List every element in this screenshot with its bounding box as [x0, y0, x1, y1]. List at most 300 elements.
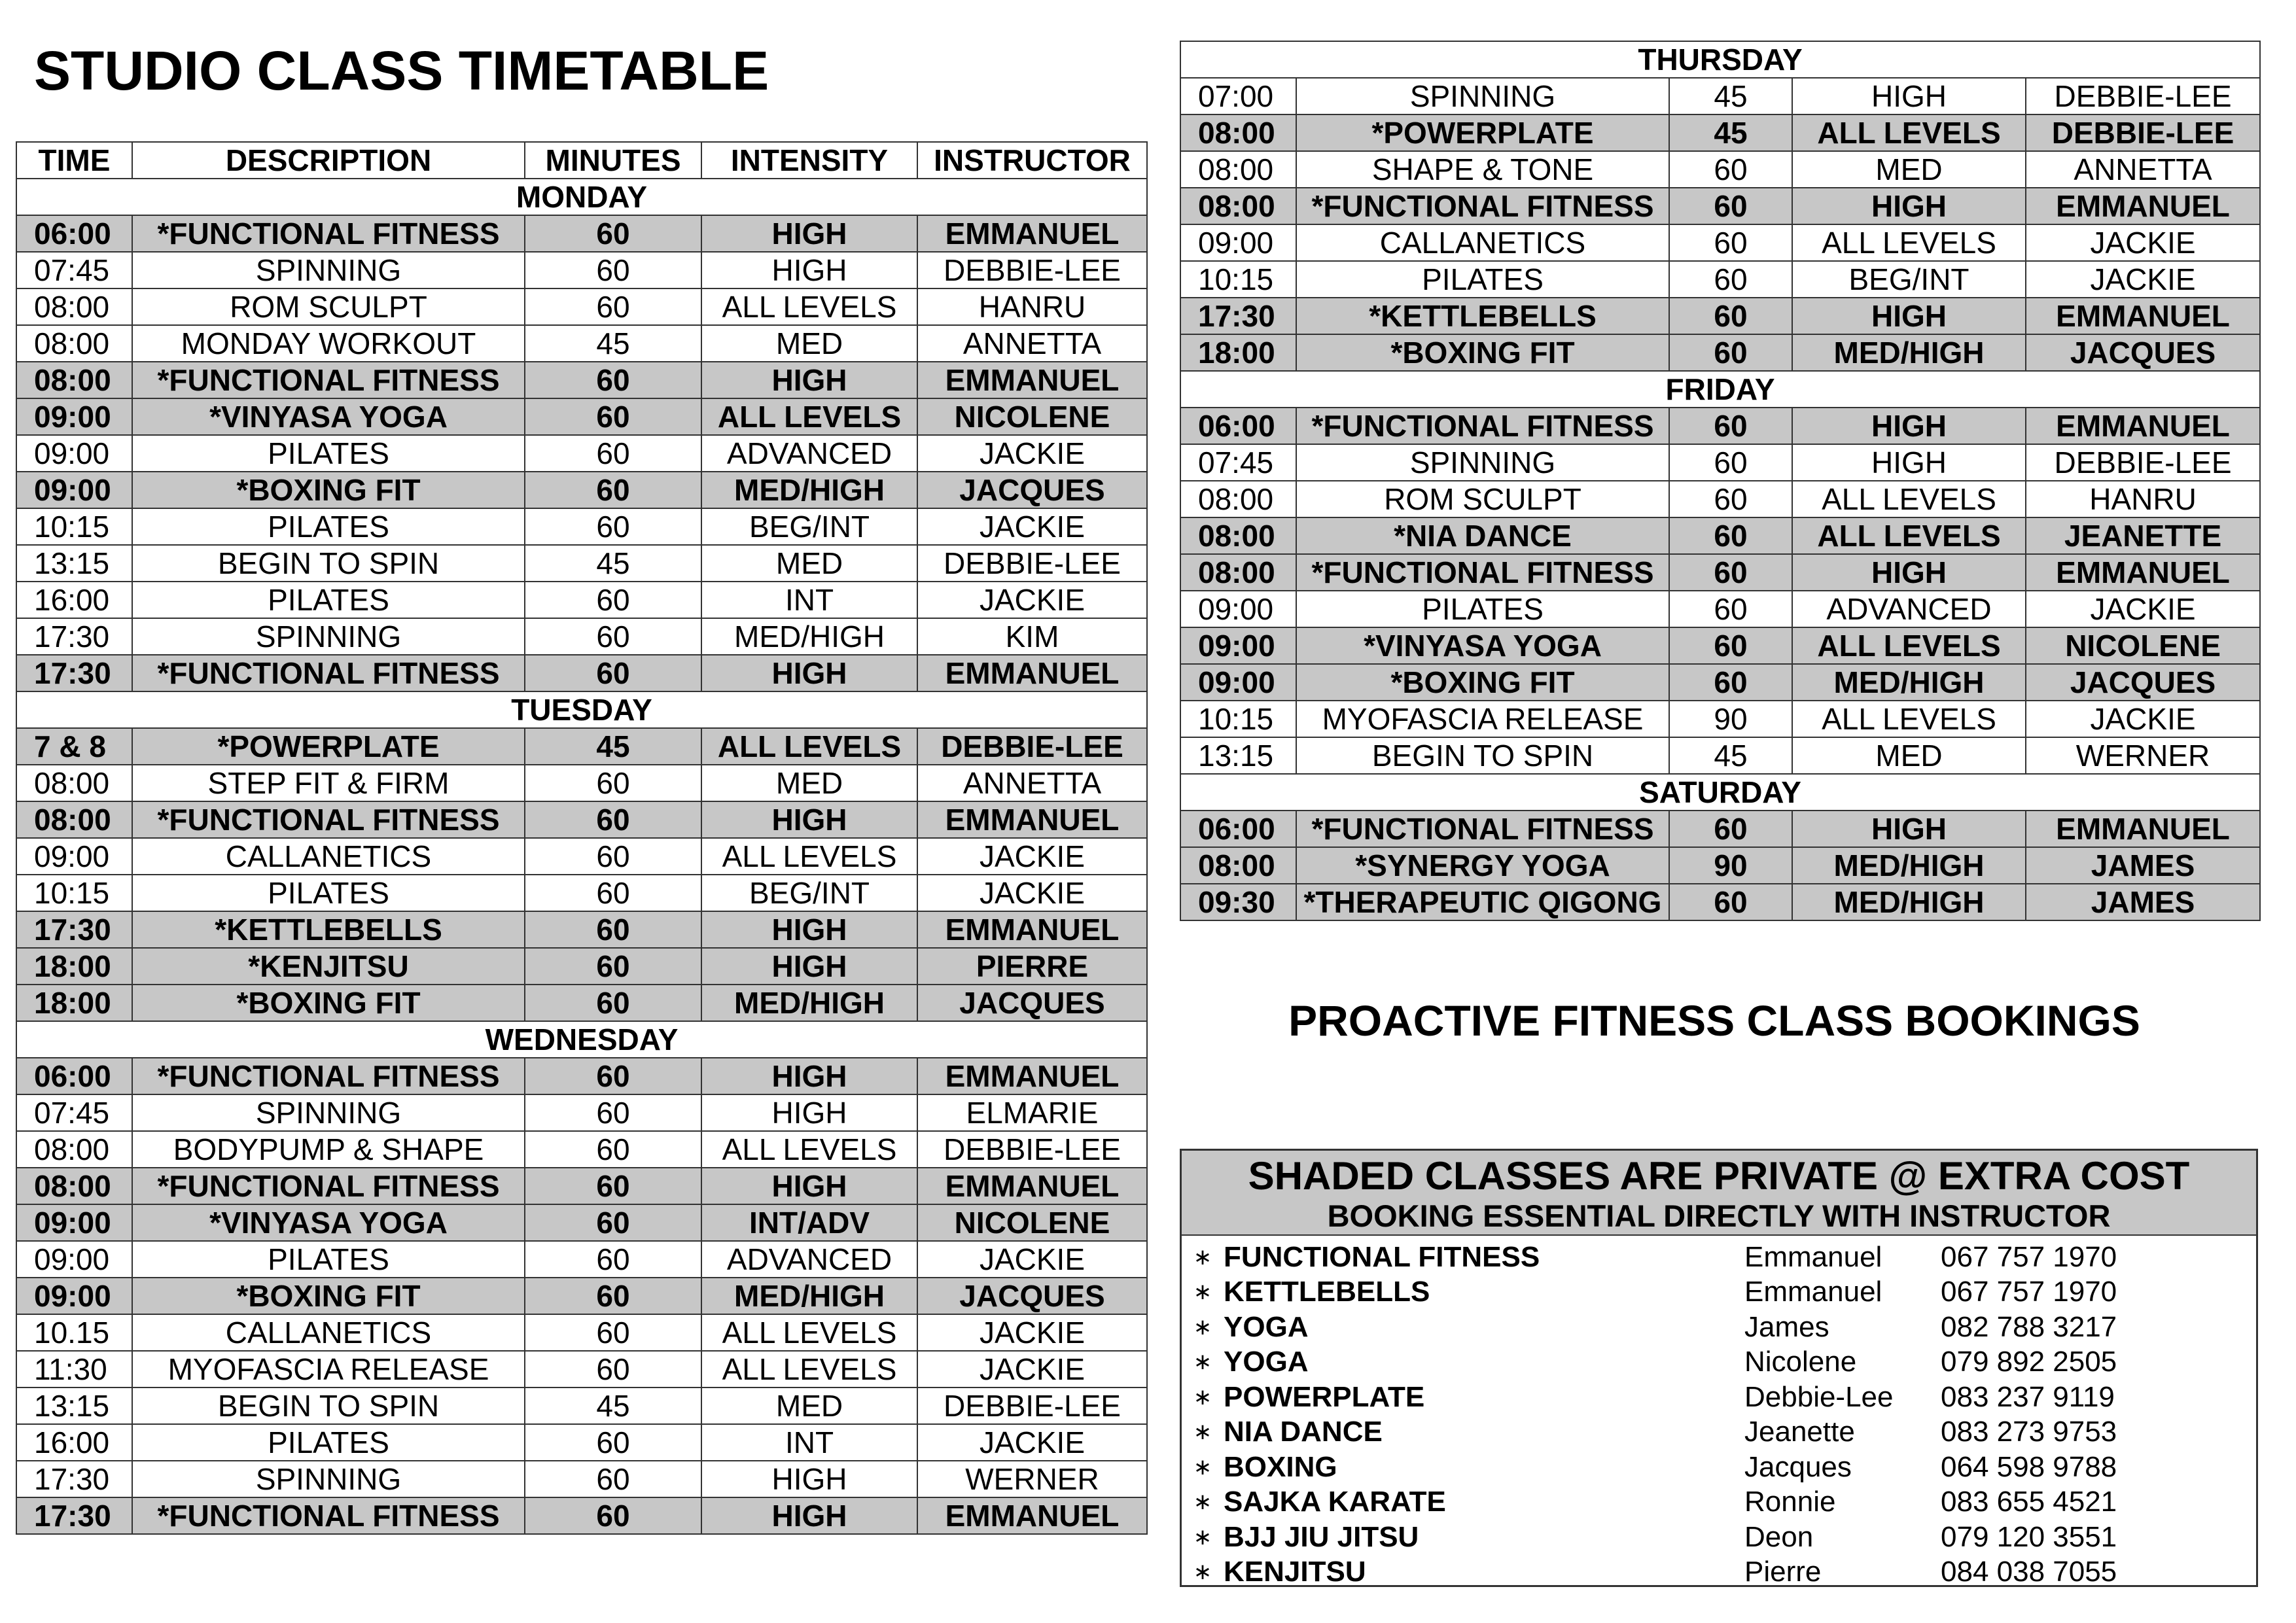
cell-instructor: EMMANUEL [2026, 408, 2260, 444]
cell-minutes: 60 [525, 1168, 701, 1204]
cell-minutes: 60 [525, 582, 701, 618]
table-row [16, 215, 1147, 252]
cell-minutes: 60 [525, 1204, 701, 1241]
day-heading: MONDAY [16, 179, 1147, 215]
cell-minutes: 60 [525, 215, 701, 252]
cell-description: PILATES [132, 508, 525, 545]
table-row [16, 582, 1147, 618]
column-header-instructor: INSTRUCTOR [917, 142, 1147, 179]
cell-intensity: MED [701, 765, 917, 801]
table-row [1180, 884, 2260, 920]
cell-intensity: HIGH [701, 1094, 917, 1131]
table-row [16, 325, 1147, 362]
cell-description: SPINNING [1296, 78, 1669, 114]
table-row [1180, 627, 2260, 664]
table-row [16, 1131, 1147, 1168]
cell-description: BEGIN TO SPIN [132, 1387, 525, 1424]
cell-minutes: 60 [1669, 517, 1792, 554]
table-row [1180, 811, 2260, 847]
table-row [16, 1387, 1147, 1424]
cell-minutes: 60 [525, 765, 701, 801]
contact-phone: 067 757 1970 [1941, 1240, 2117, 1273]
cell-instructor: JACKIE [917, 1351, 1147, 1387]
table-row [16, 655, 1147, 691]
cell-description: *POWERPLATE [132, 728, 525, 765]
cell-description: PILATES [132, 1241, 525, 1278]
cell-minutes: 60 [525, 252, 701, 288]
cell-time: 17:30 [1180, 298, 1296, 334]
cell-intensity: ALL LEVELS [1792, 114, 2026, 151]
contact-phone: 083 273 9753 [1941, 1416, 2117, 1448]
cell-intensity: MED [1792, 151, 2026, 188]
cell-minutes: 60 [1669, 408, 1792, 444]
notice-private-text: SHADED CLASSES ARE PRIVATE @ EXTRA COST [1248, 1154, 2190, 1198]
cell-intensity: MED/HIGH [1792, 847, 2026, 884]
cell-time: 08:00 [16, 1131, 132, 1168]
cell-description: SPINNING [132, 1461, 525, 1497]
cell-time: 07:45 [1180, 444, 1296, 481]
cell-minutes: 45 [525, 1387, 701, 1424]
cell-time: 10:15 [16, 875, 132, 911]
table-row [1180, 701, 2260, 737]
contact-row [1182, 1450, 2256, 1485]
cell-instructor: JAMES [2026, 884, 2260, 920]
cell-instructor: JEANETTE [2026, 517, 2260, 554]
cell-time: 10:15 [1180, 261, 1296, 298]
cell-description: *THERAPEUTIC QIGONG [1296, 884, 1669, 920]
cell-time: 08:00 [1180, 481, 1296, 517]
bullet-icon: ∗ [1193, 1244, 1212, 1270]
cell-intensity: MED/HIGH [1792, 334, 2026, 371]
table-row [16, 838, 1147, 875]
table-row [1180, 151, 2260, 188]
cell-description: *BOXING FIT [1296, 334, 1669, 371]
contact-phone: 083 655 4521 [1941, 1486, 2117, 1518]
cell-intensity: HIGH [701, 1168, 917, 1204]
cell-instructor: ANNETTA [917, 325, 1147, 362]
contact-name: Nicolene [1744, 1346, 1857, 1378]
cell-intensity: ALL LEVELS [1792, 481, 2026, 517]
cell-instructor: EMMANUEL [917, 1058, 1147, 1094]
bullet-icon: ∗ [1193, 1454, 1212, 1480]
table-row [1180, 591, 2260, 627]
cell-intensity: INT [701, 1424, 917, 1461]
table-row [1180, 517, 2260, 554]
cell-description: *BOXING FIT [132, 1278, 525, 1314]
table-row [16, 1058, 1147, 1094]
contact-row [1182, 1275, 2256, 1310]
cell-description: *FUNCTIONAL FITNESS [132, 215, 525, 252]
cell-description: *FUNCTIONAL FITNESS [132, 655, 525, 691]
cell-instructor: EMMANUEL [917, 1497, 1147, 1534]
bullet-icon: ∗ [1193, 1314, 1212, 1340]
contact-class: YOGA [1224, 1310, 1309, 1343]
cell-intensity: HIGH [701, 1497, 917, 1534]
cell-instructor: JACKIE [2026, 261, 2260, 298]
cell-description: BEGIN TO SPIN [1296, 737, 1669, 774]
cell-intensity: ALL LEVELS [701, 838, 917, 875]
cell-instructor: EMMANUEL [2026, 554, 2260, 591]
cell-instructor: PIERRE [917, 948, 1147, 985]
day-heading: TUESDAY [16, 691, 1147, 728]
cell-minutes: 60 [525, 1278, 701, 1314]
cell-instructor: NICOLENE [917, 1204, 1147, 1241]
table-row [16, 1204, 1147, 1241]
cell-time: 09:00 [16, 435, 132, 472]
bookings-notice-box [1180, 1149, 2258, 1587]
cell-time: 16:00 [16, 1424, 132, 1461]
cell-time: 08:00 [1180, 114, 1296, 151]
cell-description: CALLANETICS [132, 1314, 525, 1351]
cell-description: *VINYASA YOGA [132, 1204, 525, 1241]
cell-intensity: HIGH [1792, 554, 2026, 591]
cell-instructor: DEBBIE-LEE [917, 1387, 1147, 1424]
cell-minutes: 45 [525, 545, 701, 582]
contact-name: Emmanuel [1744, 1276, 1882, 1308]
bookings-title: PROACTIVE FITNESS CLASS BOOKINGS [1288, 996, 2140, 1045]
cell-description: *FUNCTIONAL FITNESS [132, 362, 525, 398]
contact-name: James [1744, 1310, 1829, 1343]
cell-description: PILATES [132, 875, 525, 911]
cell-intensity: INT [701, 582, 917, 618]
cell-minutes: 60 [525, 472, 701, 508]
table-row [1180, 664, 2260, 701]
cell-description: SHAPE & TONE [1296, 151, 1669, 188]
cell-minutes: 60 [525, 838, 701, 875]
cell-minutes: 60 [1669, 334, 1792, 371]
cell-instructor: ANNETTA [917, 765, 1147, 801]
cell-description: *FUNCTIONAL FITNESS [1296, 408, 1669, 444]
cell-intensity: ADVANCED [701, 435, 917, 472]
cell-instructor: JACQUES [917, 985, 1147, 1021]
cell-intensity: MED [701, 325, 917, 362]
cell-time: 17:30 [16, 655, 132, 691]
table-row [16, 508, 1147, 545]
cell-minutes: 60 [525, 948, 701, 985]
cell-description: PILATES [132, 1424, 525, 1461]
cell-instructor: DEBBIE-LEE [2026, 78, 2260, 114]
column-header-time: TIME [16, 142, 132, 179]
table-row [1180, 554, 2260, 591]
cell-description: BODYPUMP & SHAPE [132, 1131, 525, 1168]
cell-description: *SYNERGY YOGA [1296, 847, 1669, 884]
day-header-row [16, 691, 1147, 728]
table-row [1180, 188, 2260, 224]
table-row [16, 1314, 1147, 1351]
cell-time: 08:00 [16, 288, 132, 325]
cell-instructor: ELMARIE [917, 1094, 1147, 1131]
cell-time: 09:00 [16, 838, 132, 875]
cell-time: 09:00 [16, 1241, 132, 1278]
table-row [1180, 444, 2260, 481]
contact-name: Jeanette [1744, 1416, 1855, 1448]
table-row [16, 765, 1147, 801]
day-header-row [16, 1021, 1147, 1058]
timetable-right-body [1180, 41, 2260, 920]
cell-intensity: MED [1792, 737, 2026, 774]
contact-row [1182, 1310, 2256, 1345]
cell-instructor: HANRU [2026, 481, 2260, 517]
contact-phone: 082 788 3217 [1941, 1310, 2117, 1343]
cell-instructor: EMMANUEL [917, 911, 1147, 948]
cell-minutes: 60 [1669, 298, 1792, 334]
cell-description: *VINYASA YOGA [132, 398, 525, 435]
cell-time: 09:00 [1180, 664, 1296, 701]
cell-time: 09:00 [16, 1204, 132, 1241]
cell-intensity: ALL LEVELS [701, 398, 917, 435]
cell-minutes: 60 [525, 655, 701, 691]
cell-description: *FUNCTIONAL FITNESS [1296, 554, 1669, 591]
cell-time: 08:00 [16, 325, 132, 362]
cell-time: 08:00 [16, 801, 132, 838]
cell-minutes: 60 [525, 985, 701, 1021]
cell-minutes: 90 [1669, 701, 1792, 737]
cell-intensity: INT/ADV [701, 1204, 917, 1241]
cell-instructor: DEBBIE-LEE [917, 1131, 1147, 1168]
cell-minutes: 60 [525, 1351, 701, 1387]
cell-minutes: 60 [525, 362, 701, 398]
cell-intensity: HIGH [701, 801, 917, 838]
cell-time: 08:00 [1180, 188, 1296, 224]
contact-name: Debbie-Lee [1744, 1380, 1894, 1413]
cell-instructor: NICOLENE [917, 398, 1147, 435]
table-row [16, 1351, 1147, 1387]
cell-time: 09:00 [1180, 591, 1296, 627]
contact-class: YOGA [1224, 1346, 1309, 1378]
cell-intensity: HIGH [701, 252, 917, 288]
cell-time: 10.15 [16, 1314, 132, 1351]
cell-intensity: ALL LEVELS [701, 288, 917, 325]
cell-instructor: EMMANUEL [917, 801, 1147, 838]
cell-minutes: 60 [525, 508, 701, 545]
contact-name: Deon [1744, 1520, 1814, 1553]
cell-intensity: MED [701, 545, 917, 582]
cell-intensity: BEG/INT [1792, 261, 2026, 298]
contact-phone: 079 892 2505 [1941, 1346, 2117, 1378]
cell-intensity: HIGH [1792, 811, 2026, 847]
bullet-icon: ∗ [1193, 1384, 1212, 1410]
table-row [1180, 224, 2260, 261]
contact-row [1182, 1380, 2256, 1415]
contact-class: BJJ JIU JITSU [1224, 1520, 1419, 1553]
cell-intensity: ALL LEVELS [1792, 627, 2026, 664]
cell-time: 17:30 [16, 911, 132, 948]
cell-intensity: HIGH [701, 362, 917, 398]
cell-time: 11:30 [16, 1351, 132, 1387]
cell-intensity: HIGH [1792, 78, 2026, 114]
cell-description: *FUNCTIONAL FITNESS [132, 1168, 525, 1204]
cell-instructor: JACKIE [917, 838, 1147, 875]
cell-instructor: JACQUES [2026, 334, 2260, 371]
cell-intensity: BEG/INT [701, 875, 917, 911]
cell-instructor: JACQUES [917, 472, 1147, 508]
cell-time: 06:00 [16, 1058, 132, 1094]
cell-minutes: 60 [525, 1241, 701, 1278]
cell-description: SPINNING [132, 1094, 525, 1131]
cell-instructor: DEBBIE-LEE [917, 252, 1147, 288]
cell-description: *FUNCTIONAL FITNESS [132, 1058, 525, 1094]
cell-description: *KETTLEBELLS [132, 911, 525, 948]
day-heading: FRIDAY [1180, 371, 2260, 408]
contact-class: FUNCTIONAL FITNESS [1224, 1240, 1540, 1273]
column-header-intensity: INTENSITY [701, 142, 917, 179]
contact-phone: 067 757 1970 [1941, 1276, 2117, 1308]
cell-instructor: EMMANUEL [917, 1168, 1147, 1204]
cell-instructor: ANNETTA [2026, 151, 2260, 188]
cell-intensity: HIGH [1792, 444, 2026, 481]
contact-row [1182, 1485, 2256, 1520]
table-row [16, 801, 1147, 838]
bullet-icon: ∗ [1193, 1490, 1212, 1515]
cell-intensity: MED/HIGH [1792, 884, 2026, 920]
table-row [16, 1461, 1147, 1497]
cell-time: 08:00 [1180, 847, 1296, 884]
cell-description: *FUNCTIONAL FITNESS [132, 801, 525, 838]
column-header-minutes: MINUTES [525, 142, 701, 179]
column-header-description: DESCRIPTION [132, 142, 525, 179]
cell-instructor: EMMANUEL [2026, 298, 2260, 334]
cell-time: 16:00 [16, 582, 132, 618]
cell-intensity: MED/HIGH [1792, 664, 2026, 701]
cell-minutes: 60 [525, 288, 701, 325]
contact-name: Emmanuel [1744, 1240, 1882, 1273]
cell-time: 13:15 [16, 1387, 132, 1424]
cell-minutes: 60 [525, 1131, 701, 1168]
table-row [16, 288, 1147, 325]
cell-time: 18:00 [16, 948, 132, 985]
cell-description: *BOXING FIT [132, 472, 525, 508]
day-heading: THURSDAY [1180, 41, 2260, 78]
bullet-icon: ∗ [1193, 1420, 1212, 1445]
table-row [16, 1278, 1147, 1314]
cell-intensity: MED/HIGH [701, 985, 917, 1021]
cell-minutes: 60 [525, 911, 701, 948]
cell-time: 17:30 [16, 618, 132, 655]
cell-minutes: 60 [1669, 151, 1792, 188]
cell-minutes: 60 [1669, 811, 1792, 847]
cell-minutes: 60 [1669, 224, 1792, 261]
cell-description: SPINNING [1296, 444, 1669, 481]
cell-instructor: JACKIE [917, 1314, 1147, 1351]
cell-minutes: 60 [525, 435, 701, 472]
cell-description: SPINNING [132, 252, 525, 288]
cell-time: 08:00 [1180, 151, 1296, 188]
cell-minutes: 45 [1669, 737, 1792, 774]
table-row [1180, 481, 2260, 517]
cell-time: 08:00 [1180, 517, 1296, 554]
cell-instructor: JACKIE [917, 1241, 1147, 1278]
cell-minutes: 60 [1669, 444, 1792, 481]
timetable-left [16, 141, 1148, 1535]
cell-minutes: 60 [1669, 591, 1792, 627]
cell-time: 18:00 [1180, 334, 1296, 371]
cell-intensity: ALL LEVELS [1792, 517, 2026, 554]
cell-minutes: 60 [525, 398, 701, 435]
contact-class: SAJKA KARATE [1224, 1486, 1446, 1518]
contact-phone: 083 237 9119 [1941, 1380, 2115, 1413]
cell-minutes: 60 [525, 618, 701, 655]
cell-intensity: MED/HIGH [701, 618, 917, 655]
cell-instructor: KIM [917, 618, 1147, 655]
cell-minutes: 60 [1669, 627, 1792, 664]
cell-minutes: 60 [525, 1424, 701, 1461]
contact-class: POWERPLATE [1224, 1380, 1425, 1413]
cell-time: 10:15 [1180, 701, 1296, 737]
table-row [16, 545, 1147, 582]
cell-description: SPINNING [132, 618, 525, 655]
bullet-icon: ∗ [1193, 1560, 1212, 1585]
cell-description: *FUNCTIONAL FITNESS [1296, 811, 1669, 847]
cell-instructor: JACKIE [2026, 701, 2260, 737]
cell-time: 09:00 [1180, 224, 1296, 261]
cell-description: ROM SCULPT [1296, 481, 1669, 517]
cell-description: PILATES [132, 435, 525, 472]
table-row [16, 398, 1147, 435]
cell-instructor: EMMANUEL [2026, 811, 2260, 847]
cell-instructor: HANRU [917, 288, 1147, 325]
cell-instructor: JACKIE [917, 1424, 1147, 1461]
cell-instructor: JACKIE [917, 435, 1147, 472]
cell-intensity: MED [701, 1387, 917, 1424]
table-row [1180, 408, 2260, 444]
cell-description: CALLANETICS [132, 838, 525, 875]
contact-class: BOXING [1224, 1450, 1337, 1483]
table-row [16, 252, 1147, 288]
cell-description: MONDAY WORKOUT [132, 325, 525, 362]
cell-time: 06:00 [1180, 408, 1296, 444]
cell-intensity: HIGH [701, 1058, 917, 1094]
cell-time: 06:00 [1180, 811, 1296, 847]
cell-description: *KENJITSU [132, 948, 525, 985]
cell-intensity: HIGH [701, 655, 917, 691]
cell-time: 09:00 [16, 472, 132, 508]
cell-time: 17:30 [16, 1497, 132, 1534]
contact-class: KETTLEBELLS [1224, 1276, 1430, 1308]
cell-intensity: ALL LEVELS [701, 1314, 917, 1351]
table-row [16, 1241, 1147, 1278]
day-header-row [1180, 774, 2260, 811]
cell-time: 07:45 [16, 252, 132, 288]
cell-minutes: 60 [1669, 554, 1792, 591]
table-row [1180, 847, 2260, 884]
cell-description: *FUNCTIONAL FITNESS [1296, 188, 1669, 224]
contact-list [1182, 1236, 2256, 1590]
cell-instructor: EMMANUEL [917, 215, 1147, 252]
table-row [1180, 737, 2260, 774]
cell-instructor: JACKIE [917, 582, 1147, 618]
bullet-icon: ∗ [1193, 1524, 1212, 1550]
cell-instructor: DEBBIE-LEE [917, 728, 1147, 765]
cell-description: *VINYASA YOGA [1296, 627, 1669, 664]
cell-intensity: MED/HIGH [701, 472, 917, 508]
cell-minutes: 60 [1669, 188, 1792, 224]
cell-description: *FUNCTIONAL FITNESS [132, 1497, 525, 1534]
cell-minutes: 45 [525, 325, 701, 362]
cell-minutes: 90 [1669, 847, 1792, 884]
cell-minutes: 45 [1669, 78, 1792, 114]
table-row [1180, 298, 2260, 334]
contact-row [1182, 1240, 2256, 1275]
contact-name: Jacques [1744, 1450, 1852, 1483]
notice-header [1182, 1151, 2256, 1236]
cell-instructor: JACKIE [2026, 224, 2260, 261]
cell-instructor: JACQUES [917, 1278, 1147, 1314]
contact-row [1182, 1345, 2256, 1380]
contact-phone: 079 120 3551 [1941, 1520, 2117, 1553]
timetable-right [1180, 41, 2261, 921]
cell-description: PILATES [1296, 591, 1669, 627]
cell-intensity: ADVANCED [1792, 591, 2026, 627]
